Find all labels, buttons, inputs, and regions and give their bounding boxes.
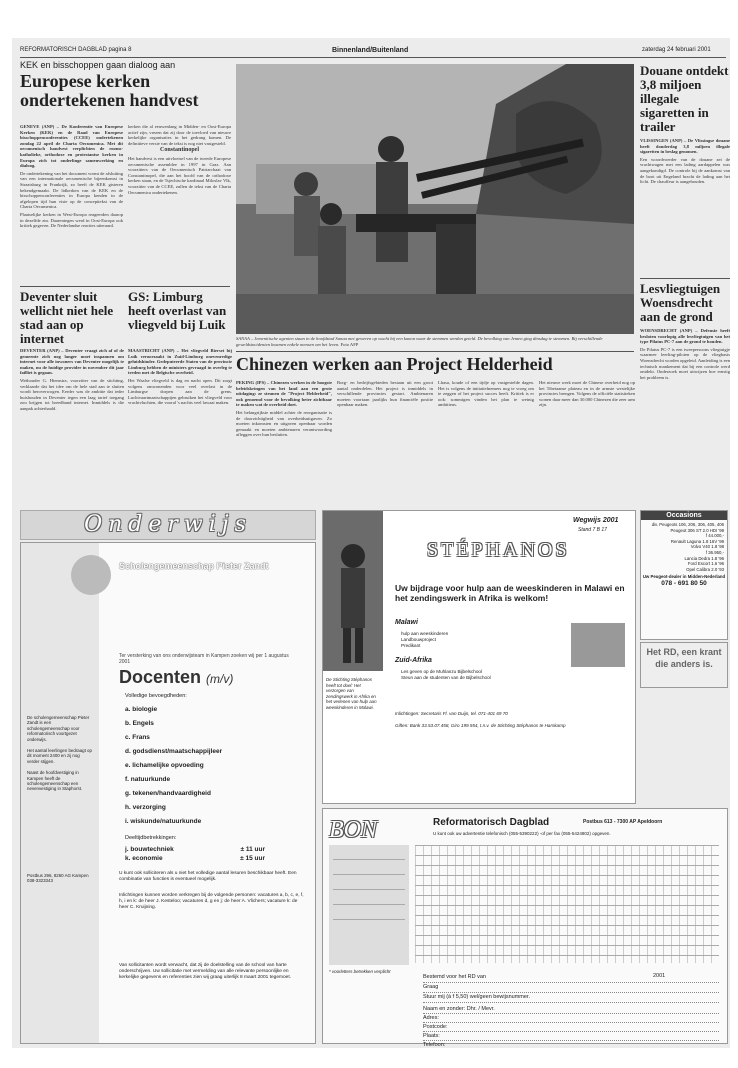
het-rd-ad (640, 642, 728, 688)
photo-caption (236, 336, 634, 347)
school-sub1: Volledige bevoegdheden: (125, 693, 187, 699)
vacancy-item (125, 717, 305, 731)
running-head-right: zaterdag 24 februari 2001 (642, 47, 711, 53)
kek-headline: Europese kerken ondertekenen handvest (20, 71, 199, 110)
stephanos-side: De Stichting Stéphanos heeft tot doel: Het verzorgen van zendingswerk in Afrika en het verlenen van hulp aan weeskinderen in Malawi. (326, 677, 377, 710)
school-title-word: Docenten (119, 667, 202, 687)
school-sub2: Deeltijdbetrekkingen: (125, 835, 177, 841)
malawi-item-label: hulp aan weeskinderen (401, 631, 449, 636)
vacancy-item (125, 703, 305, 717)
stephanos-malawi: Malawi (395, 619, 418, 626)
occasions-ad (640, 510, 728, 640)
bon-form-field[interactable] (423, 1005, 719, 1014)
school-items-1 (125, 703, 305, 829)
douane-body (640, 138, 730, 278)
vacancy-item-label: h. verzorging (125, 804, 166, 811)
church-photo (571, 623, 625, 667)
kek-body-1: De ondertekening van het document vormt de afsluiting van een internationale oecumenische bijeenkomst in Straatsburg in Frankrijk, zo heeft de KEK gisteren bekendgemaakt. De lidkerken van de KEK en de bisschoppenconferenties in Europa kenden in de afgelopen tijd hun visie op de concepttekst van de Charta Oecumenica. (20, 170, 123, 210)
helderheid-top-rule (236, 351, 634, 352)
child-photo-image (323, 511, 383, 671)
bon-category-line (333, 851, 405, 860)
douane-lead: VLISSINGEN (ANP) – De Vlissingse douane heeft donderdag 3,8 miljoen illegale sigaretten in beslag genomen. (640, 138, 730, 155)
zuid-item (401, 675, 561, 681)
school-text-2: Inlichtingen kunnen worden verkregen bij de volgende personen: vacatures a, b, c, e, f, h, i en k: de heer J. Kesteloo; vacatures d, g en j: de heer A. Vlichers; vacature k: de heer C. Kruijning. (119, 893, 304, 910)
bon-line (423, 973, 719, 983)
school-items-2 (125, 845, 305, 863)
lesvlieg-text: De Pilatus PC-7 is een tweepersoons vliegtuigje waarmee leerling-piloten op de vliegbasis Woensdrecht worden opgeleid. Aanleiding is een technisch mankement dat bij een controle werd ontdekt. Onderzoek moet uitwijzen hoe ernstig het probleem is. (640, 346, 730, 380)
bon-category-line (333, 911, 405, 920)
douane-text: Een woordvoerder van de douane zei de vrachtwagen met een lading aardappelen was aangekondigd. De controle bij de aankomst van de boot uit Engeland bracht de lading aan het licht. De chauffeur is aangehouden. (640, 156, 730, 185)
onderwijs-banner (20, 510, 316, 540)
lesvlieg-body (640, 328, 730, 503)
bon-note: * voorletters betrekken verplicht (329, 969, 391, 974)
helderheid-body-1: Het belangrijkste middel achter de reorganisatie is de doorzichtigheid van overheidsuitgaven. Zo moeten inkomsten en uitgaven openbaar worden gemaakt en moeten ambtenaren verantwoording afleggen over hun besluiten. (236, 409, 332, 438)
bon-form-field-label: Plaats: (423, 1033, 440, 1039)
school-side-2: Het aantal leerlingen bedraagt op dit moment 2400 en zij nog verder stijgen. (27, 748, 92, 764)
helderheid-lead: PEKING (IPS) – Chinezen werken in de hoogste beleidskringen van het land aan een grote uitdaging: ze steunen de "Project Helderheid", ook genoemd voor de bevolking beter zichtbaar te maken wat de overheid doet. (236, 380, 332, 408)
occasion-item-label: Opel Calibra 2.0 '93 (686, 566, 724, 572)
bon-line-label: Bestemd voor het RD van (423, 974, 486, 980)
onderwijs-banner-text: Onderwijs (84, 512, 252, 537)
vacancy-item (125, 801, 305, 815)
douane-headline: Douane ontdekt 3,8 miljoen illegale sigaretten in trailer (640, 63, 729, 134)
header-rule (20, 57, 726, 58)
helderheid-body-4: Het nieuwe werk moet de Chinese overheid nog op het Tibetaanse plateau en in de armste westelijke provincies brengen. Volgens de officiële statistieken wonen daar meer dan 30.000 Chinezen die zeer arm zijn. (539, 380, 635, 408)
kek-body-4: Het handvest is een uitvloeisel van de tweede Europese oecumenische assemblee in 1997 in Graz. Aan voorzitters van de Oecumenisch Patriarchaat van Constantinopel, die aan het hoofd van de orthodoxe kerken staan, en de Tsjechische kardinaal Miloslav Vlk, voorzitter van de CCEE, zullen de tekst van de Charta Oecumenica ondertekenen. (128, 155, 231, 195)
vacancy-item-label: a. biologie (125, 706, 158, 713)
stephanos-date: Wegwijs 2001 (573, 517, 619, 524)
vacancy-item-label: g. tekenen/handvaardigheid (125, 790, 211, 797)
school-title (119, 667, 233, 688)
school-side-3: Naast de hoofdvestiging in Kampen heeft de scholengemeenschap een nevenvestiging in Staphorst. (27, 770, 83, 792)
bon-title: BON (329, 817, 377, 843)
school-logo-icon (71, 555, 111, 595)
zuid-item-label: Les geven op de Muhlanzu Bijbelschool (401, 669, 482, 674)
kek-body-3: kerken die al eeuwenlang in Midden- en Oost-Europa actief zijn, vrezen dat zij door de toevloed van nieuwe kerkelijke organisaties in het gedrang komen. De definitieve versie van de tekst is nog niet vastgesteld. (128, 124, 231, 146)
vacancy-item-label: f. natuurkunde (125, 776, 171, 783)
helderheid-column-2 (337, 380, 433, 520)
occasions-dealer: Uw Peugeot-dealer in Midden-Nederland (642, 574, 726, 580)
school-title-suffix: (m/v) (206, 672, 234, 686)
lesvlieg-lead: WOENSDRECHT (ANP) – Defensie heeft besloten voorlopig alle lesvliegtuigen van het type Pilatus PC-7 aan de grond te houden. (640, 328, 730, 345)
zuid-item-label: Steun aan de studenten van de Bijbelschool (401, 675, 491, 680)
bon-form-field[interactable] (423, 1041, 719, 1048)
parttime-item (125, 845, 305, 854)
occasions-title: Occasions (641, 511, 727, 520)
vacancy-item (125, 731, 305, 745)
bon-year: 2001 (653, 973, 666, 979)
kek-lead: GENEVE (ANP) – De Konferentie van Europese Kerken (KEK) en de Raad van Europese bisschoppenconferenties (CCEE) ondertekenen zondag 22 april de Charta Oecumenica. Met dit oecumenisch handvest verplichten de rooms-katholieke, orthodoxe en protestantse kerken in Europa zich tot onderlinge samenwerking en dialoog. (20, 124, 123, 169)
vacancy-item-label: c. Frans (125, 734, 150, 741)
bon-form-field-label: Adres: (423, 1015, 439, 1021)
occasion-item-label: div. Peugeots 106, 206, 306, 405, 406 (651, 522, 724, 527)
running-head-left: REFORMATORISCH DAGBLAD pagina 8 (20, 47, 132, 53)
stephanos-child-photo (323, 511, 383, 671)
school-contact (27, 873, 93, 884)
school-side-1: De scholengemeenschap Pieter Zandt is een scholengemeenschap voor reformatorisch voortgezet onderwijs. (27, 715, 90, 742)
stephanos-malawi-items (401, 631, 561, 649)
bon-line-label: Stuur mij (à f 5,50) wel/geen bewijsnummer. (423, 994, 530, 1000)
stephanos-stand: Stand 7 B 17 (578, 527, 607, 533)
vacancy-item-label: e. lichamelijke opvoeding (125, 762, 204, 769)
school-name: Scholengemeenschap Pieter Zandt (119, 561, 269, 571)
bon-line-label: Graag (423, 984, 439, 990)
helderheid-column-4 (539, 380, 635, 520)
deventer-top-rule (20, 286, 230, 287)
kek-column-1 (20, 124, 123, 282)
stephanos-ad (322, 510, 636, 804)
bon-postbus: Postbus 613 - 7300 AP Apeldoorn (583, 819, 663, 825)
bon-address-form (423, 1005, 719, 1048)
bon-category-list (329, 845, 409, 965)
deventer-headline: Deventer sluit wellicht niet hele stad aan op internet (20, 289, 114, 346)
bon-form-field-label: Naam en zonder: Dhr. / Mevr. (423, 1006, 495, 1012)
stephanos-name: STÉPHANOS (427, 539, 570, 561)
malawi-item (401, 643, 561, 649)
parttime-item (125, 854, 305, 863)
vacancy-item-label: d. godsdienst/maatschappijleer (125, 748, 223, 755)
occasions-list (641, 520, 727, 572)
kek-body-2: Plaatselijke kerken in West-Europa reageerden daarop in dezelfde zin. Daarentegen werd in Oost-Europa ook kritiek gegeven. De Nederlandse reacties uiteraard. (20, 211, 123, 229)
school-intro: Ter versterking van ons onderwijsteam in Kampen zoeken wij per 1 augustus 2001 (119, 653, 289, 665)
bon-category-line (333, 866, 405, 875)
vacancy-item (125, 773, 305, 787)
school-side-text (27, 715, 93, 798)
deventer-body (20, 348, 124, 518)
parttime-hours: ± 11 uur (240, 846, 265, 853)
occasion-item-label: f 36.950,- (705, 549, 724, 555)
bon-line (423, 983, 719, 993)
vacancy-item-label: b. Engels (125, 720, 154, 727)
parttime-hours: ± 15 uur (240, 855, 265, 862)
vacancy-item (125, 787, 305, 801)
running-head-center: Binnenland/Buitenland (332, 47, 409, 54)
limburg-lead: MAASTRICHT (ANP) – Het vliegveld Bierset bij Luik veroorzaakt in Zuid-Limburg onevenredige geluidshinder. Gedeputeerde Staten van de provincie Limburg hebben de ministers gevraagd in overleg te treden met de Belgische overheid. (128, 348, 232, 376)
occasion-item (644, 567, 724, 573)
occasion-item-label: f 44.000,- (705, 533, 724, 539)
stephanos-zuid: Zuid-Afrika (395, 657, 432, 664)
stephanos-info: Inlichtingen: Secretaris Fl. van Duijn, tel. 071-401 69 70 (395, 711, 508, 716)
deventer-lead: DEVENTER (ANP) – Deventer vraagt zich af of de gemeente zich nog langer moet inspannen om internet voor alle inwoners van Deventer mogelijk te maken, nu de huidige provider in november dit jaar failliet is gegaan. (20, 348, 124, 376)
bon-form-field-label: Telefoon: (423, 1042, 446, 1048)
occasion-item-label: Lancia Dedra 1.8 '96 (684, 555, 724, 561)
deventer-text: Wethouder G. Hiemstra, voorzitter van de stichting, verklaarde dat het idee om de hele stad aan te sluiten wordt heroverwogen. Eerder was de ambitie dat ieder huishouden in Deventer tegen een laag tarief toegang zou krijgen tot breedband internet. Inmiddels is die aanpak achterhaald. (20, 377, 124, 411)
bon-category-line (333, 881, 405, 890)
helderheid-headline: Chinezen werken aan Project Helderheid (236, 354, 553, 374)
bon-category-line (333, 896, 405, 905)
occasions-phone: 078 - 691 80 50 (661, 579, 707, 587)
kek-kicker: KEK en bisschoppen gaan dialoog aan (20, 60, 176, 70)
kek-column-2 (128, 124, 231, 282)
bon-form-field[interactable] (423, 1023, 719, 1032)
occasion-item-label: Volvo V40 1.8 '98 (690, 544, 724, 550)
sanaa-photo (236, 64, 634, 334)
bon-paper: Reformatorisch Dagblad (433, 817, 550, 828)
bon-form (322, 808, 728, 1048)
photo-credit: Foto AFP (340, 341, 359, 347)
occasion-item-label: Ford Escort 1.6 '96 (687, 561, 724, 567)
bon-fax: U kunt ook uw advertentie telefonisch (055-5390222) -of per fax (055-5424802) opgeven. (433, 831, 611, 836)
occasion-item-label: Renault Laguna 1.8 16V '99 (670, 538, 724, 544)
lesvlieg-top-rule (640, 278, 730, 279)
limburg-text: Het Waalse vliegveld is dag en nacht open. Dit zorgt volgens omwonenden voor veel overlast in de Limburgse dorpen aan de grens. Luchtvaartmaatschappijen gebruiken het vliegveld voor vrachtvluchten, die vooral 's nachts veel lawaai maken. (128, 377, 232, 406)
soldiers-photo-image (236, 64, 634, 334)
limburg-body (128, 348, 232, 518)
stephanos-zuid-items (401, 669, 561, 681)
bon-form-field[interactable] (423, 1014, 719, 1023)
stephanos-giro: Giften: Bank 33.53.07.458, Giro 199.554, t.n.v. de Stichting Stéphanos te Harskamp (395, 723, 566, 728)
bon-form-field-label: Postcode: (423, 1024, 448, 1030)
bon-form-field[interactable] (423, 1032, 719, 1041)
bon-text-grid[interactable] (415, 845, 719, 963)
malawi-item-label: Landbouwproject (401, 637, 436, 642)
malawi-item-label: Predikant (401, 643, 421, 648)
bon-line (423, 993, 719, 1003)
lesvlieg-headline: Lesvliegtuigen Woensdrecht aan de grond (640, 281, 721, 324)
school-text-1: U kunt ook solliciteren als u niet het volledige aantal lesuren beschikbaar heeft. Een combinatie van functies is eventueel mogelijk. (119, 871, 297, 882)
vacancy-item (125, 745, 305, 759)
helderheid-column-3 (438, 380, 534, 520)
school-ad (20, 542, 316, 1044)
occasion-item-label: Peugeot 306 ST 2.0 HDI '99 (670, 527, 724, 533)
vacancy-item-label: i. wiskunde/natuurkunde (125, 818, 202, 825)
helderheid-body-3: Lhasa, koude of een tijdje op vastgestelde dagen. Het is volgens de initiatiefnemers nog te vroeg om te zeggen of het project succes heeft. Kritiek is er ook: sommigen vinden het plan te weinig ambitieus. (438, 380, 534, 408)
school-text-3: Van sollicitanten wordt verwacht, dat zij de doelstelling van de school van harte onderschrijven. Uw sollicitatie met vermelding van alle relevante persoonlijke en kerkelijke gegevens en referenties zien wij graag uiterlijk 8 maart 2001 tegemoet. (119, 963, 291, 980)
photo-caption-text: SANAA – Jemenitische agenten staan in de hoofdstad Sanaa met geweren op wacht bij een kanon waar de stemmen werden geteld. De bevolking van Jemen ging dinsdag te stemmen. Bij verschillende geweldsincidenten kwamen enkele mensen om het leven. (236, 336, 603, 347)
limburg-headline: GS: Limburg heeft overlast van vliegveld bij Luik (128, 289, 227, 332)
parttime-item-label: j. bouwtechniek (125, 846, 174, 853)
parttime-item-label: k. economie (125, 855, 163, 862)
kek-subhead: Constantinopel (159, 147, 199, 154)
kek-article (20, 60, 230, 110)
helderheid-column-1 (236, 380, 332, 520)
school-address: Postbus 296, 8260 AG Kampen (27, 873, 89, 878)
vacancy-item (125, 759, 305, 773)
stephanos-headline: Uw bijdrage voor hulp aan de weeskinderen in Malawi en het zendingswerk in Afrika is welkom! (395, 583, 625, 603)
lesvlieg-article (640, 282, 730, 503)
het-rd-text: Het RD, een krant die anders is. (646, 647, 722, 669)
bon-lines (423, 973, 719, 1003)
newspaper-page (12, 38, 730, 1048)
helderheid-body-2: Borg- en bedrijfsgebieden bestaan uit een groot aantal onderdelen. Het project is inmiddels in verschillende provincies gestart. Ambtenaren moeten voortaan jaarlijks hun financiële positie openbaar maken. (337, 380, 433, 408)
school-phone: 038-3323343 (27, 878, 53, 884)
douane-article (640, 64, 730, 278)
vacancy-item (125, 815, 305, 829)
